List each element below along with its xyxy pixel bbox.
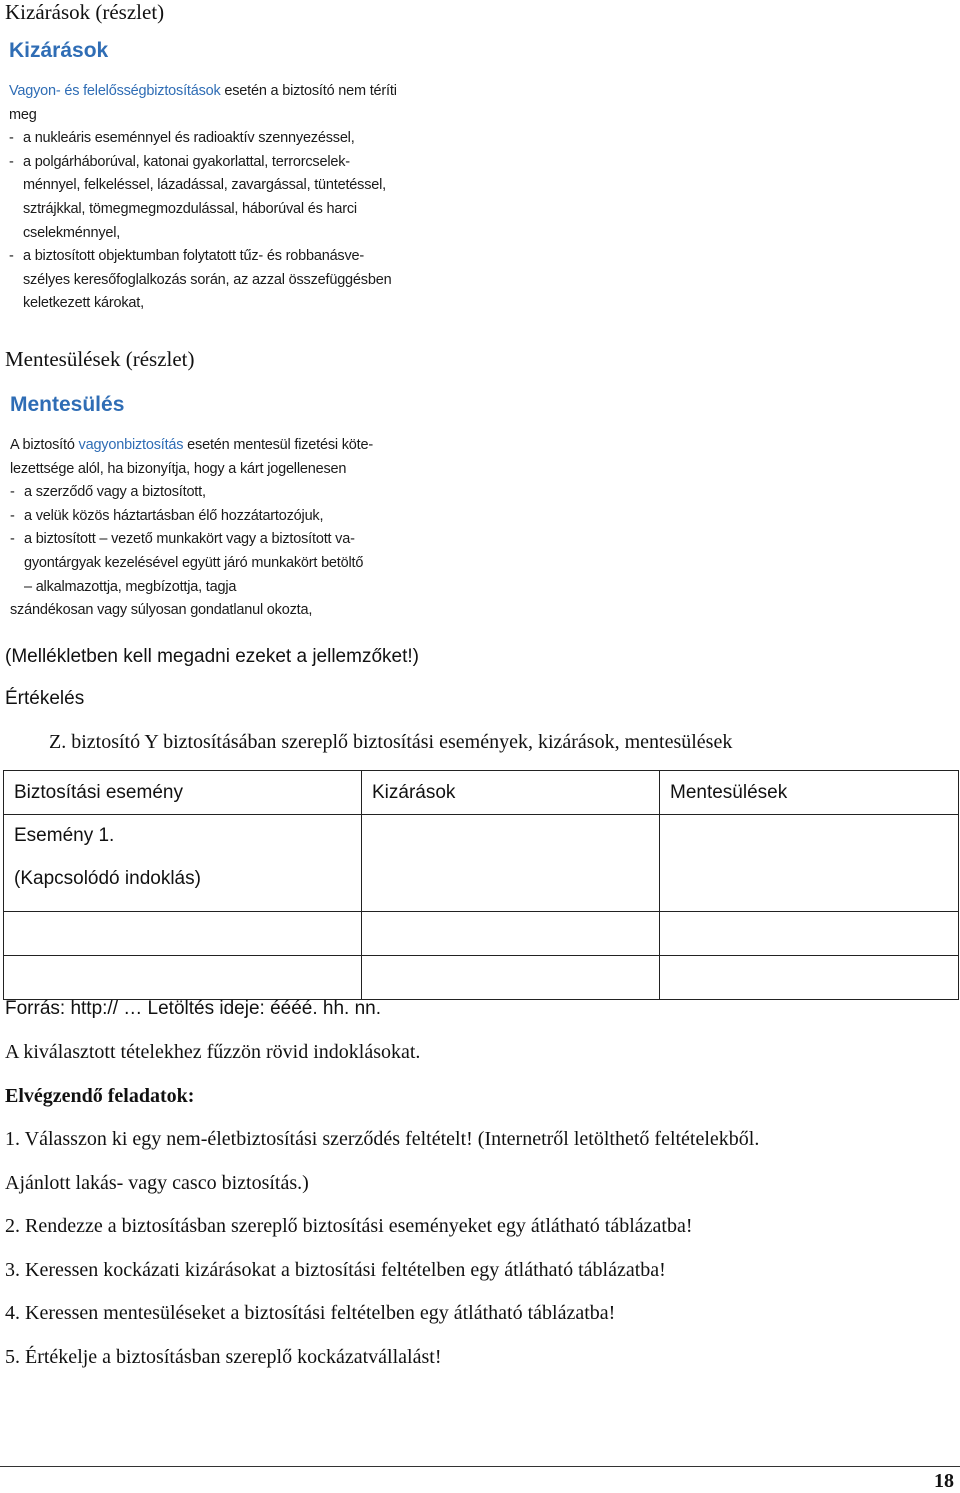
bullet-icon: - <box>10 507 15 524</box>
table-cell[interactable] <box>660 912 959 956</box>
bullet-line <box>10 552 430 576</box>
bullet-line <box>9 269 429 293</box>
bullet-text: szélyes keresőfoglalkozás során, az azzal összefüggésben <box>23 271 392 288</box>
excerpt2-intro-line2: lezettsége alól, ha bizonyítja, hogy a kárt jogellenesen <box>10 460 347 477</box>
table-cell[interactable] <box>4 912 362 956</box>
bullet-line <box>10 576 430 600</box>
table-cell-exemption[interactable] <box>660 815 959 912</box>
event-label: Esemény 1. <box>14 825 115 846</box>
evaluation-table <box>3 770 959 1000</box>
excerpt1-intro-link: Vagyon- és felelősségbiztosítások <box>9 83 221 99</box>
bullet-text: gyontárgyak kezelésével együtt járó munkakört betöltő <box>24 554 364 571</box>
excerpt2-closing: szándékosan vagy súlyosan gondatlanul okozta, <box>10 602 313 619</box>
bullet-line <box>10 505 430 529</box>
header-event: Biztosítási esemény <box>4 771 362 815</box>
excerpt2-intro-link: vagyonbiztosítás <box>78 437 184 453</box>
bullet-icon: - <box>9 130 14 147</box>
task-item: 4. Keressen mentesüléseket a biztosítási feltételben egy átlátható táblázatba! <box>5 1302 616 1324</box>
bullet-text: a polgárháborúval, katonai gyakorlattal, terrorcselek- <box>23 153 350 170</box>
table-cell[interactable] <box>4 956 362 1000</box>
excerpt2-intro-a: A biztosító <box>10 437 79 453</box>
excerpt2-heading: Mentesülés <box>10 393 125 416</box>
excerpt1-intro-line2: meg <box>9 106 37 123</box>
bullet-line <box>9 292 429 316</box>
bullet-text: a nukleáris eseménnyel és radioaktív szennyezéssel, <box>23 130 355 147</box>
table-title: Z. biztosító Y biztosításában szereplő biztosítási események, kizárások, mentesülések <box>49 731 733 753</box>
bullet-line <box>9 245 429 269</box>
bullet-text: a biztosított – vezető munkakört vagy a biztosított va- <box>24 531 355 548</box>
bullet-line <box>9 174 429 198</box>
table-header-row <box>4 771 959 815</box>
footer-rule <box>0 1466 960 1467</box>
bullet-line <box>10 481 430 505</box>
bullet-text: sztrájkkal, tömegmegmozdulással, háborúval és harci <box>23 200 357 217</box>
excerpt1-intro <box>9 80 429 104</box>
bullet-line <box>9 222 429 246</box>
instruction-text: A kiválasztott tételekhez fűzzön rövid indoklásokat. <box>5 1041 421 1063</box>
task-item: 3. Keressen kockázati kizárásokat a biztosítási feltételben egy átlátható táblázatba! <box>5 1259 666 1281</box>
bullet-text: keletkezett károkat, <box>23 295 144 312</box>
bullet-icon: - <box>9 153 14 170</box>
table-cell[interactable] <box>660 956 959 1000</box>
task-item: 5. Értékelje a biztosításban szereplő kockázatvállalást! <box>5 1346 442 1368</box>
excerpt1-image <box>9 38 429 316</box>
tasks-title: Elvégzendő feladatok: <box>5 1085 195 1107</box>
table-row <box>4 956 959 1000</box>
event-justification: (Kapcsolódó indoklás) <box>14 868 201 889</box>
excerpt1-intro-text: esetén a biztosító nem téríti <box>220 83 397 99</box>
excerpt2-caption: Mentesülések (részlet) <box>5 347 195 371</box>
bullet-line <box>10 528 430 552</box>
bullet-text: – alkalmazottja, megbízottja, tagja <box>24 578 237 595</box>
table-row <box>4 912 959 956</box>
excerpt2-intro <box>10 434 430 458</box>
header-exclusions: Kizárások <box>362 771 660 815</box>
bullet-text: a biztosított objektumban folytatott tűz- és robbanásve- <box>23 248 365 265</box>
bullet-line <box>9 127 429 151</box>
source-line: Forrás: http:// … Letöltés ideje: éééé. hh. nn. <box>5 998 381 1019</box>
table-cell-exclusion[interactable] <box>362 815 660 912</box>
bullet-text: ménnyel, felkeléssel, lázadással, zavargással, tüntetéssel, <box>23 177 386 194</box>
task-item: 1. Válasszon ki egy nem-életbiztosítási szerződés feltételt! (Internetről letölthető feltételekből. <box>5 1128 760 1150</box>
bullet-icon: - <box>10 484 15 501</box>
task-item: Ajánlott lakás- vagy casco biztosítás.) <box>5 1172 309 1194</box>
excerpt2-intro-text: esetén mentesül fizetési köte- <box>183 437 373 453</box>
note-text: (Mellékletben kell megadni ezeket a jellemzőket!) <box>5 646 419 667</box>
bullet-icon: - <box>9 248 14 265</box>
task-item: 2. Rendezze a biztosításban szereplő biztosítási eseményeket egy átlátható táblázatba! <box>5 1215 693 1237</box>
table-cell[interactable] <box>362 956 660 1000</box>
table-row <box>4 815 959 912</box>
excerpt1-bullet-list <box>9 127 429 316</box>
bullet-text: a szerződő vagy a biztosított, <box>24 484 206 501</box>
bullet-text: a velük közös háztartásban élő hozzátartozójuk, <box>24 507 324 524</box>
excerpt2-image <box>10 392 430 623</box>
table-cell[interactable] <box>362 912 660 956</box>
bullet-line <box>9 151 429 175</box>
bullet-icon: - <box>10 531 15 548</box>
excerpt2-bullet-list <box>10 481 430 599</box>
page-number: 18 <box>934 1470 954 1492</box>
excerpt1-caption: Kizárások (részlet) <box>5 0 165 24</box>
table-cell-event[interactable] <box>4 815 362 912</box>
evaluation-title: Értékelés <box>5 688 85 709</box>
bullet-line <box>9 198 429 222</box>
excerpt1-heading: Kizárások <box>9 39 109 62</box>
header-exemptions: Mentesülések <box>660 771 959 815</box>
bullet-text: cselekménnyel, <box>23 224 121 241</box>
